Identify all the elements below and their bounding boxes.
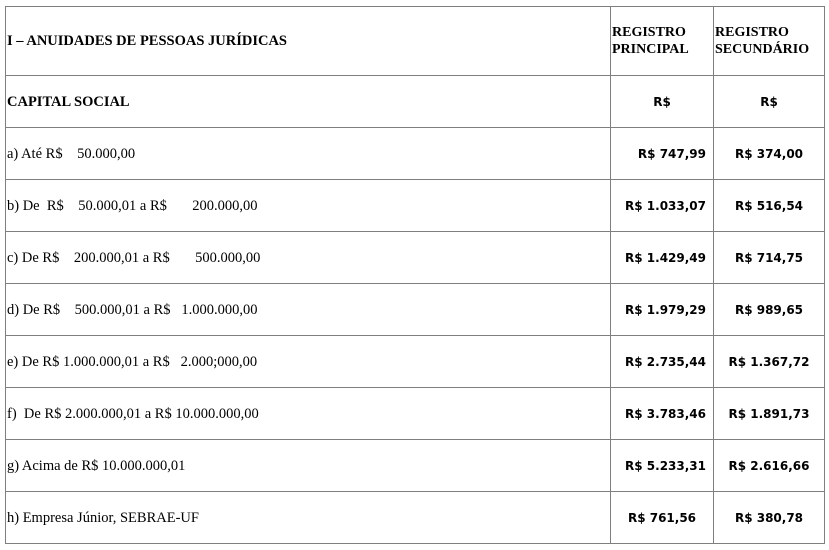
row-label: e) De R$ 1.000.000,01 a R$ 2.000;000,00 xyxy=(7,353,258,370)
row-secundario-value: R$ 1.367,72 xyxy=(728,354,810,369)
row-secundario-value: R$ 1.891,73 xyxy=(728,406,810,421)
row-principal-value: R$ 1.979,29 xyxy=(625,302,706,317)
table-row xyxy=(6,128,825,180)
currency-principal-cell xyxy=(611,76,714,128)
row-label: h) Empresa Júnior, SEBRAE-UF xyxy=(7,509,199,526)
table-row xyxy=(6,388,825,440)
row-label: b) De R$ 50.000,01 a R$ 200.000,00 xyxy=(7,197,258,214)
row-principal-value: R$ 5.233,31 xyxy=(625,458,706,473)
row-secundario-value: R$ 516,54 xyxy=(734,198,804,213)
row-secundario-value: R$ 714,75 xyxy=(734,250,804,265)
column-header-secundario xyxy=(714,7,825,76)
table-row xyxy=(6,336,825,388)
row-label: f) De R$ 2.000.000,01 a R$ 10.000.000,00 xyxy=(7,405,259,422)
subheader-row xyxy=(6,76,825,128)
row-secundario-value: R$ 989,65 xyxy=(734,302,804,317)
capital-social-cell xyxy=(6,76,611,128)
row-principal-value: R$ 1.033,07 xyxy=(625,198,706,213)
row-label: d) De R$ 500.000,01 a R$ 1.000.000,00 xyxy=(7,301,258,318)
currency-secundario-cell xyxy=(714,76,825,128)
row-label: c) De R$ 200.000,01 a R$ 500.000,00 xyxy=(7,249,261,266)
column-header-principal-line2: PRINCIPAL xyxy=(612,42,689,57)
table-row xyxy=(6,284,825,336)
column-header-principal xyxy=(611,7,714,76)
capital-social-label: CAPITAL SOCIAL xyxy=(7,93,130,110)
currency-principal: R$ xyxy=(653,94,671,109)
row-secundario-value: R$ 374,00 xyxy=(734,146,804,161)
table-row xyxy=(6,232,825,284)
column-header-secundario-line2: SECUNDÁRIO xyxy=(715,42,810,57)
column-header-secundario-line1: REGISTRO xyxy=(715,25,789,40)
section-title: I – ANUIDADES DE PESSOAS JURÍDICAS xyxy=(7,33,287,49)
row-label: g) Acima de R$ 10.000.000,01 xyxy=(7,457,186,474)
row-secundario-value: R$ 380,78 xyxy=(734,510,804,525)
annuity-fee-table xyxy=(5,6,825,544)
table-row xyxy=(6,180,825,232)
section-title-cell xyxy=(6,7,611,76)
row-principal-value: R$ 3.783,46 xyxy=(625,406,706,421)
table-row xyxy=(6,492,825,544)
row-principal-value: R$ 747,99 xyxy=(637,146,706,161)
row-principal-value: R$ 761,56 xyxy=(627,510,697,525)
row-principal-value: R$ 2.735,44 xyxy=(625,354,706,369)
row-principal-value: R$ 1.429,49 xyxy=(625,250,706,265)
row-label: a) Até R$ 50.000,00 xyxy=(7,145,136,162)
row-secundario-value: R$ 2.616,66 xyxy=(728,458,810,473)
column-header-principal-line1: REGISTRO xyxy=(612,25,686,40)
currency-secundario: R$ xyxy=(760,94,778,109)
table-row xyxy=(6,440,825,492)
table-header-row xyxy=(6,7,825,76)
